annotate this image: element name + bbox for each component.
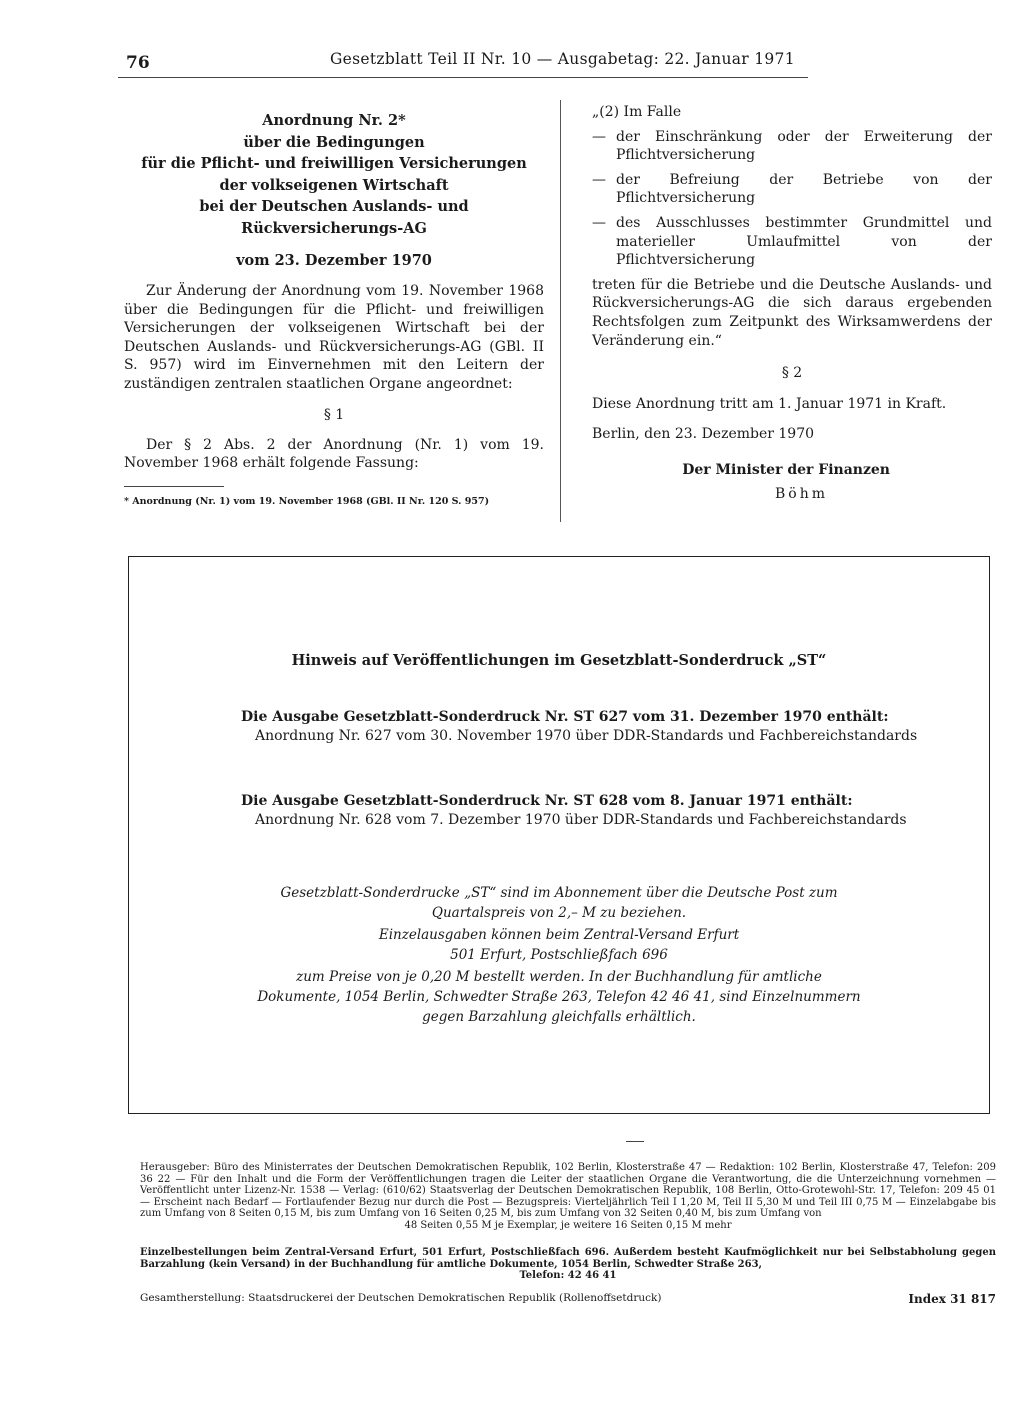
section-2-text: Diese Anordnung tritt am 1. Januar 1971 in Kraft. <box>592 395 947 412</box>
single-issue-note <box>129 925 989 965</box>
right-column <box>592 103 992 503</box>
ordinance-date: vom 23. Dezember 1970 <box>236 252 432 269</box>
left-column <box>124 110 544 509</box>
list-item <box>592 128 992 165</box>
price-line: gegen Barzahlung gleichfalls erhältlich. <box>422 1009 696 1025</box>
issue-title: Die Ausgabe Gesetzblatt-Sonderdruck Nr. ST 628 vom 8. Januar 1971 enthält: <box>241 793 853 809</box>
imprint-rule <box>626 1141 644 1142</box>
single-issue-line: 501 Erfurt, Postschließfach 696 <box>450 947 668 963</box>
running-header: Gesetzblatt Teil II Nr. 10 — Ausgabetag: 22. Januar 1971 <box>330 50 795 68</box>
list-item-text: der Einschränkung oder der Erweiterung der Pflichtversicherung <box>616 128 992 164</box>
price-line: zum Preise von je 0,20 M bestellt werden. In der Buchhandlung für amtliche <box>296 969 822 985</box>
issue-entry <box>241 709 931 746</box>
column-divider <box>560 100 561 522</box>
paragraph-2-lead: „(2) Im Falle <box>592 104 682 120</box>
subscription-line: Quartalspreis von 2,– M zu beziehen. <box>431 905 687 921</box>
issue-title: Die Ausgabe Gesetzblatt-Sonderdruck Nr. ST 627 vom 31. Dezember 1970 enthält: <box>241 709 889 725</box>
publisher-text-end: 48 Seiten 0,55 M je Exemplar, je weitere 16 Seiten 0,15 M mehr <box>404 1219 732 1231</box>
title-line: für die Pflicht- und freiwilligen Versicherungen <box>141 155 527 172</box>
list-item <box>592 214 992 270</box>
header-rule <box>118 77 808 78</box>
title-line: der volkseigenen Wirtschaft <box>219 176 449 194</box>
issue-text: Anordnung Nr. 627 vom 30. November 1970 über DDR-Standards und Fachbereichstandards <box>255 728 918 744</box>
dash-marker: — <box>592 171 606 188</box>
order-imprint <box>140 1247 996 1282</box>
signatory-name: Böhm <box>774 485 828 502</box>
notice-heading: Hinweis auf Veröffentlichungen im Gesetzblatt-Sonderdruck „ST“ <box>291 652 827 669</box>
list-item-text: des Ausschlusses bestimmter Grundmittel und materieller Umlaufmittel von der Pflichtversicherung <box>616 214 992 269</box>
section-1-heading: § 1 <box>323 406 345 423</box>
section-1-text: Der § 2 Abs. 2 der Anordnung (Nr. 1) vom 19. November 1968 erhält folgende Fassung: <box>124 436 544 472</box>
consequence-paragraph: treten für die Betriebe und die Deutsche Auslands- und Rückversicherungs-AG die sich daraus ergebenden Rechtsfolgen zum Zeitpunkt des Wirksamwerdens der Veränderung ein.“ <box>592 276 992 349</box>
subscription-line: Gesetzblatt-Sonderdrucke „ST“ sind im Abonnement über die Deutsche Post zum <box>280 885 838 901</box>
order-text: Einzelbestellungen beim Zentral-Versand Erfurt, 501 Erfurt, Postschließfach 696. Außerdem besteht Kaufmöglichkeit nur bei Selbstabholung gegen Barzahlung (kein Versand) in der Buchhandlung für amtliche Dokumente, 1054 Berlin, Schwedter Straße 263, <box>140 1247 996 1270</box>
issue-entry <box>241 793 931 830</box>
intro-paragraph: Zur Änderung der Anordnung vom 19. November 1968 über die Bedingungen für die Pflicht- und freiwilligen Versicherungen der volkseigenen Wirtschaft bei der Deutschen Auslands- und Rückversicherungs-AG (GBl. II S. 957) wird im Einvernehmen mit den Leitern der zuständigen zentralen staatlichen Organe angeordnet: <box>124 283 544 392</box>
footnote: * Anordnung (Nr. 1) vom 19. November 1968 (GBl. II Nr. 120 S. 957) <box>124 495 490 507</box>
list-item-text: der Befreiung der Betriebe von der Pflichtversicherung <box>616 171 992 207</box>
title-line: über die Bedingungen <box>243 133 425 151</box>
signatory-title: Der Minister der Finanzen <box>682 461 890 478</box>
issue-text: Anordnung Nr. 628 vom 7. Dezember 1970 über DDR-Standards und Fachbereichstandards <box>255 812 907 828</box>
publisher-text: Herausgeber: Büro des Ministerrates der Deutschen Demokratischen Republik, 102 Berlin, Klosterstraße 47 — Redaktion: 102 Berlin, Klosterstraße 47, Telefon: 209 36 22 — Für den Inhalt und die Form der Veröffentlichungen tragen die Leiter der staatlichen Organe die Verantwortung, die die Unterzeichnung vornehmen — Veröffentlicht unter Lizenz-Nr. 1538 — Verlag: (610/62) Staatsverlag der Deutschen Demokratischen Republik, 108 Berlin, Otto-Grotewohl-Str. 17, Telefon: 209 45 01 — Erscheint nach Bedarf — Fortlaufender Bezug nur durch die Post — Bezugspreis: Vierteljährlich Teil I 1,20 M, Teil II 5,30 M und Teil III 0,75 M — Einzelabgabe bis zum Umfang von 8 Seiten 0,15 M, bis zum Umfang von 16 Seiten 0,25 M, bis zum Umfang von 32 Seiten 0,40 M, bis zum Umfang von <box>140 1162 996 1220</box>
place-date: Berlin, den 23. Dezember 1970 <box>592 426 815 443</box>
title-line: bei der Deutschen Auslands- und <box>199 198 469 215</box>
title-line: Anordnung Nr. 2* <box>262 112 406 129</box>
section-2-heading: § 2 <box>781 365 803 382</box>
subscription-note <box>129 883 989 923</box>
dash-marker: — <box>592 214 606 231</box>
publisher-imprint <box>140 1162 996 1232</box>
page-number: 76 <box>126 53 150 73</box>
price-line: Dokumente, 1054 Berlin, Schwedter Straße 263, Telefon 42 46 41, sind Einzelnummern <box>257 989 861 1005</box>
index-number: Index 31 817 <box>908 1292 996 1306</box>
list-item <box>592 171 992 208</box>
single-issue-line: Einzelausgaben können beim Zentral-Versand Erfurt <box>378 927 740 943</box>
notice-box <box>128 556 990 1114</box>
title-line: Rückversicherungs-AG <box>241 219 427 237</box>
ordinance-title <box>124 110 544 239</box>
imprint-footer <box>140 1292 996 1306</box>
dash-marker: — <box>592 128 606 145</box>
printer-line: Gesamtherstellung: Staatsdruckerei der Deutschen Demokratischen Republik (Rollenoffsetdruck) <box>140 1292 662 1304</box>
order-text-end: Telefon: 42 46 41 <box>519 1270 617 1282</box>
footnote-rule <box>124 486 224 487</box>
price-note <box>129 967 989 1027</box>
